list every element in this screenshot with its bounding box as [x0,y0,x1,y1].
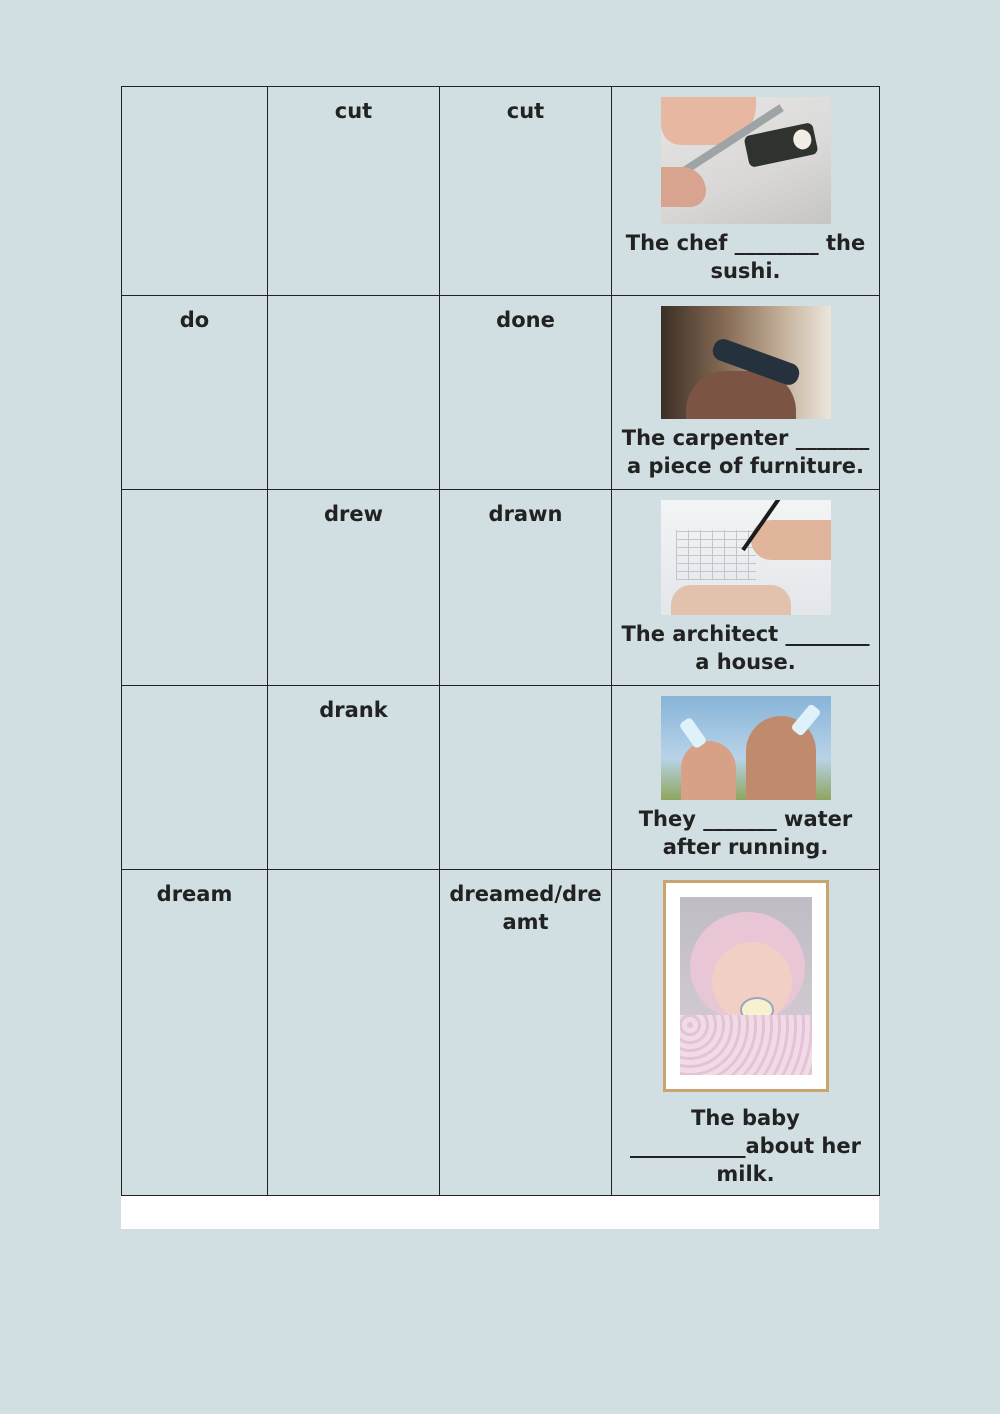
table-row [122,870,880,1196]
carpenter-drilling-image [661,306,831,419]
verb-forms-worksheet [121,86,879,1229]
example-sentence: The baby ___________about her milk. [630,1106,861,1186]
past-participle-cell[interactable]: cut [440,87,612,296]
table-row [122,296,880,490]
blank-strip [121,1196,879,1229]
example-cell [612,870,880,1196]
example-cell [612,296,880,490]
base-form-cell[interactable]: dream [122,870,268,1196]
table-row [122,87,880,296]
example-sentence: The architect ________ a house. [621,622,870,674]
past-participle-cell[interactable]: dreamed/dreamt [440,870,612,1196]
past-participle-cell[interactable] [440,686,612,870]
base-form-cell[interactable] [122,87,268,296]
past-simple-cell[interactable] [268,296,440,490]
past-simple-cell[interactable] [268,870,440,1196]
couple-drinking-image [661,696,831,800]
example-cell [612,87,880,296]
example-cell [612,490,880,686]
table-row [122,490,880,686]
past-simple-cell[interactable]: drew [268,490,440,686]
past-participle-cell[interactable]: done [440,296,612,490]
base-form-cell[interactable]: do [122,296,268,490]
example-sentence: The chef ________ the sushi. [625,231,866,283]
example-sentence: The carpenter _______ a piece of furniture. [621,426,870,478]
table-row [122,686,880,870]
chef-cutting-sushi-image [661,97,831,224]
verb-forms-table [121,86,880,1196]
architect-drawing-image [661,500,831,615]
past-participle-cell[interactable]: drawn [440,490,612,686]
past-simple-cell[interactable]: drank [268,686,440,870]
example-sentence: They _______ water after running. [638,807,853,859]
sleeping-baby-image [663,880,829,1092]
base-form-cell[interactable] [122,686,268,870]
past-simple-cell[interactable]: cut [268,87,440,296]
base-form-cell[interactable] [122,490,268,686]
example-cell [612,686,880,870]
